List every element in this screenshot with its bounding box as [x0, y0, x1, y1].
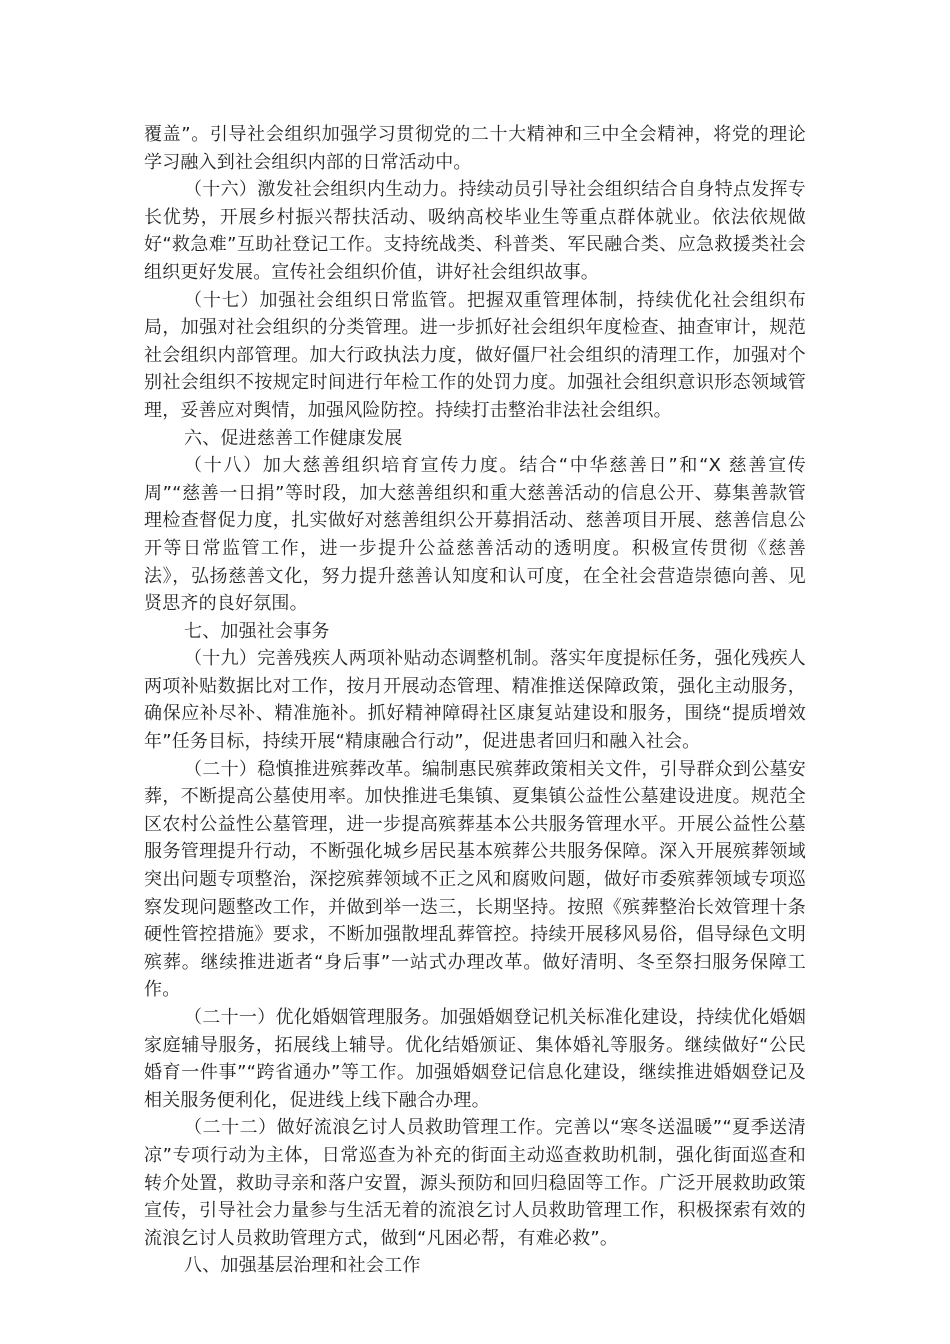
- paragraph-item-21: （二十一）优化婚姻管理服务。加强婚姻登记机关标准化建设，持续优化婚姻家庭辅导服务，拓展线上辅导。优化结婚颁证、集体婚礼等服务。继续做好“公民婚育一件事”“跨省通办”等工作。加强婚姻登记信息化建设，继续推进婚姻登记及相关服务便利化，促进线上线下融合办理。: [144, 1007, 806, 1111]
- section-heading-7: 七、加强社会事务: [184, 620, 330, 642]
- section-heading-8: 八、加强基层治理和社会工作: [184, 1255, 421, 1277]
- paragraph-item-16: （十六）激发社会组织内生动力。持续动员引导社会组织结合自身特点发挥专长优势，开展乡村振兴帮扶活动、吸纳高校毕业生等重点群体就业。依法依规做好“救急难”互助社登记工作。支持统战类、科普类、军民融合类、应急救援类社会组织更好发展。宣传社会组织价值，讲好社会组织故事。: [144, 179, 806, 283]
- paragraph-item-18: （十八）加大慈善组织培育宣传力度。结合“中华慈善日”和“X 慈善宣传周”“慈善一日捐”等时段，加大慈善组织和重大慈善活动的信息公开、募集善款管理检查督促力度，扎实做好对慈善组织公开募捐活动、慈善项目开展、慈善信息公开等日常监管工作，进一步提升公益慈善活动的透明度。积极宣传贯彻《慈善法》，弘扬慈善文化，努力提升慈善认知度和认可度，在全社会营造崇德向善、见贤思齐的良好氛围。: [144, 455, 806, 615]
- paragraph-item-20: （二十）稳慎推进殡葬改革。编制惠民殡葬政策相关文件，引导群众到公墓安葬，不断提高公墓使用率。加快推进毛集镇、夏集镇公益性公墓建设进度。规范全区农村公益性公墓管理，进一步提高殡葬基本公共服务管理水平。开展公益性公墓服务管理提升行动，不断强化城乡居民基本殡葬公共服务保障。深入开展殡葬领域突出问题专项整治，深挖殡葬领域不正之风和腐败问题，做好市委殡葬领域专项巡察发现问题整改工作，并做到举一迭三，长期坚持。按照《殡葬整治长效管理十条硬性管控措施》要求，不断加强散埋乱葬管控。持续开展移风易俗，倡导绿色文明殡葬。继续推进逝者“身后事”一站式办理改革。做好清明、冬至祭扫服务保障工作。: [144, 758, 806, 1001]
- paragraph-item-17: （十七）加强社会组织日常监管。把握双重管理体制，持续优化社会组织布局，加强对社会组织的分类管理。进一步抓好社会组织年度检查、抽查审计，规范社会组织内部管理。加大行政执法力度，做好僵尸社会组织的清理工作，加强对个别社会组织不按规定时间进行年检工作的处罚力度。加强社会组织意识形态领域管理，妥善应对舆情，加强风险防控。持续打击整治非法社会组织。: [144, 289, 806, 421]
- paragraph-continuation: 覆盖”。引导社会组织加强学习贯彻党的二十大精神和三中全会精神，将党的理论学习融入到社会组织内部的日常活动中。: [144, 124, 806, 173]
- document-body: [144, 121, 806, 1280]
- paragraph-item-22: （二十二）做好流浪乞讨人员救助管理工作。完善以“寒冬送温暖”“夏季送清凉”专项行动为主体，日常巡查为补充的街面主动巡查救助机制，强化街面巡查和转介处置，救助寻亲和落户安置，源头预防和回归稳固等工作。广泛开展救助政策宣传，引导社会力量参与生活无着的流浪乞讨人员救助管理工作，积极探索有效的流浪乞讨人员救助管理方式，做到“凡困必帮，有难必救”。: [144, 1117, 806, 1249]
- section-heading-6: 六、促进慈善工作健康发展: [184, 427, 403, 449]
- paragraph-item-19: （十九）完善残疾人两项补贴动态调整机制。落实年度提标任务，强化残疾人两项补贴数据比对工作，按月开展动态管理、精准推送保障政策，强化主动服务，确保应补尽补、精准施补。抓好精神障碍社区康复站建设和服务，围绕“提质增效年”任务目标，持续开展“精康融合行动”，促进患者回归和融入社会。: [144, 648, 806, 753]
